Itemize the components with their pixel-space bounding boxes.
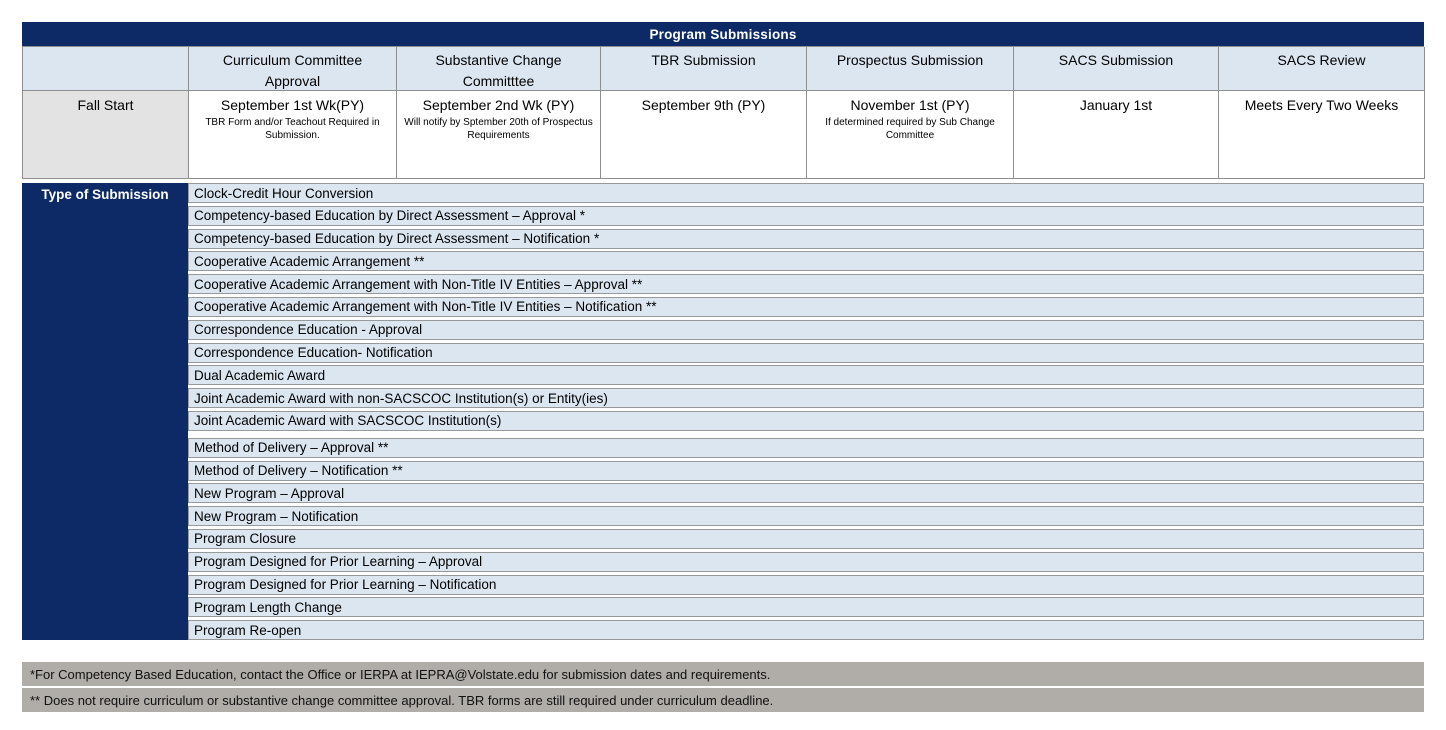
- submission-type-row: Method of Delivery – Approval **: [188, 438, 1424, 458]
- submission-type-row: Program Re-open: [188, 620, 1424, 640]
- footnotes: [22, 662, 1424, 712]
- fall-start-date: September 1st Wk(PY): [220, 97, 365, 113]
- column-header: [807, 47, 1014, 91]
- header-corner-blank: [23, 47, 189, 91]
- column-header-line: Prospectus Submission: [836, 52, 984, 68]
- table-title: Program Submissions: [22, 22, 1424, 46]
- column-header-line: TBR Submission: [651, 52, 756, 68]
- submission-type-row: Competency-based Education by Direct Assessment – Approval *: [188, 206, 1424, 226]
- submission-type-row: Joint Academic Award with non-SACSCOC Institution(s) or Entity(ies): [188, 388, 1424, 408]
- type-of-submission-label: Type of Submission: [22, 183, 188, 640]
- schedule-grid: [22, 46, 1424, 179]
- submission-type-row: Correspondence Education - Approval: [188, 320, 1424, 340]
- column-header-line: Substantive Change: [435, 52, 562, 68]
- footnote: ** Does not require curriculum or substantive change committee approval. TBR forms are still required under curriculum deadline.: [22, 688, 1424, 712]
- submission-type-row: Cooperative Academic Arrangement with Non-Title IV Entities – Approval **: [188, 274, 1424, 294]
- submission-type-row: Method of Delivery – Notification **: [188, 461, 1424, 481]
- submission-type-row: Program Designed for Prior Learning – Approval: [188, 552, 1424, 572]
- column-header: [189, 47, 397, 91]
- fall-start-cell: [1219, 91, 1425, 179]
- type-of-submission-section: [22, 183, 1424, 640]
- submission-type-row: Joint Academic Award with SACSCOC Institution(s): [188, 411, 1424, 431]
- column-header: [1014, 47, 1219, 91]
- submission-type-row: Dual Academic Award: [188, 365, 1424, 385]
- fall-start-note: Will notify by Sptember 20th of Prospectus Requirements: [404, 117, 593, 141]
- fall-start-cell: [397, 91, 601, 179]
- column-header: [1219, 47, 1425, 91]
- fall-start-date: November 1st (PY): [850, 97, 970, 113]
- column-header: [397, 47, 601, 91]
- column-header-line: Curriculum Committee: [222, 52, 363, 68]
- fall-start-cell: [601, 91, 807, 179]
- column-header-line: Approval: [264, 73, 321, 89]
- program-submissions-table: [22, 22, 1424, 712]
- submission-type-list: [188, 183, 1424, 640]
- submission-type-row: Program Length Change: [188, 597, 1424, 617]
- fall-start-cell: [807, 91, 1014, 179]
- submission-type-row: New Program – Approval: [188, 483, 1424, 503]
- submission-type-row: New Program – Notification: [188, 506, 1424, 526]
- fall-start-label: Fall Start: [23, 91, 189, 179]
- submission-type-row: Clock-Credit Hour Conversion: [188, 183, 1424, 203]
- column-header-line: Committtee: [462, 73, 535, 89]
- submission-type-row: Program Closure: [188, 529, 1424, 549]
- footnote: *For Competency Based Education, contact the Office or IERPA at IEPRA@Volstate.edu for submission dates and requirements.: [22, 662, 1424, 686]
- fall-start-note: TBR Form and/or Teachout Required in Submission.: [205, 117, 380, 141]
- submission-type-row: Cooperative Academic Arrangement **: [188, 251, 1424, 271]
- fall-start-date: January 1st: [1079, 97, 1153, 113]
- fall-start-date: Meets Every Two Weeks: [1244, 97, 1399, 113]
- column-header-line: SACS Submission: [1058, 52, 1174, 68]
- submission-type-row: Cooperative Academic Arrangement with Non-Title IV Entities – Notification **: [188, 297, 1424, 317]
- column-header-line: SACS Review: [1277, 52, 1366, 68]
- submission-type-row: Correspondence Education- Notification: [188, 343, 1424, 363]
- submission-type-row: Program Designed for Prior Learning – Notification: [188, 575, 1424, 595]
- fall-start-date: September 9th (PY): [641, 97, 766, 113]
- fall-start-date: September 2nd Wk (PY): [422, 97, 575, 113]
- submission-type-row: Competency-based Education by Direct Assessment – Notification *: [188, 229, 1424, 249]
- fall-start-cell: [1014, 91, 1219, 179]
- fall-start-note: If determined required by Sub Change Committee: [825, 117, 995, 141]
- column-header: [601, 47, 807, 91]
- fall-start-cell: [189, 91, 397, 179]
